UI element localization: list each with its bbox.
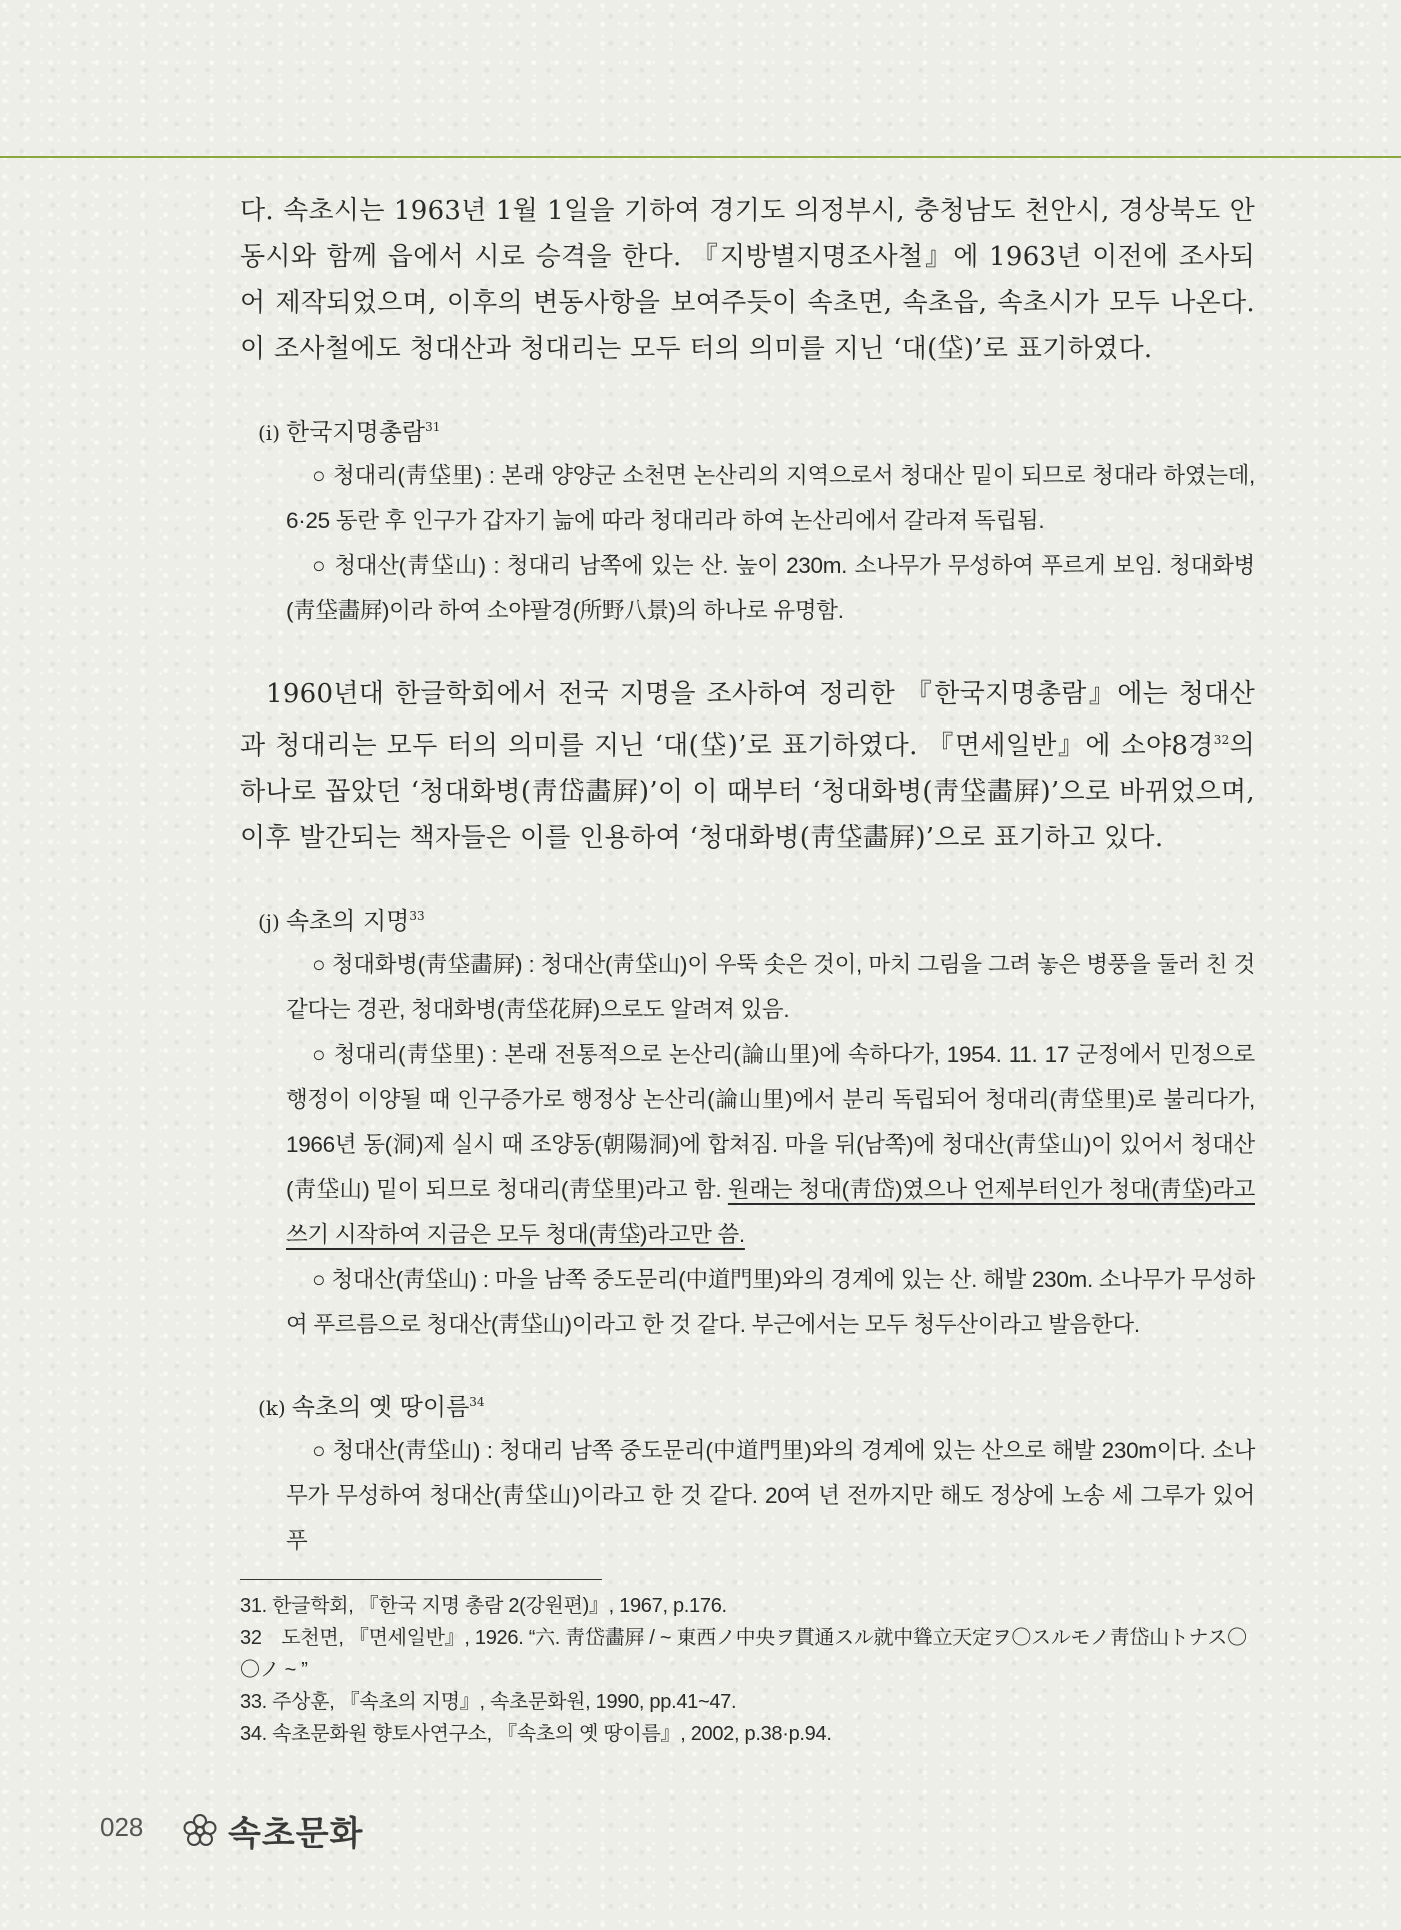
paragraph-1: 다. 속초시는 1963년 1월 1일을 기하여 경기도 의정부시, 충청남도 천안시, 경상북도 안동시와 함께 읍에서 시로 승격을 한다. 『지방별지명조사철』에 1963년 이전에 조사되어 제작되었으며, 이후의 변동사항을 보여주듯이 속초면, 속초읍, 속초시가 모두 나온다. 이 조사철에도 청대산과 청대리는 모두 터의 의미를 지닌 ‘대(垈)’로 표기하였다. — [240, 196, 1255, 364]
footer-logo — [180, 1806, 363, 1855]
section-i — [240, 412, 1255, 633]
logo-text: 속초문화 — [228, 1814, 364, 1854]
entry-j-2: ○ 청대리(靑垈里) : 본래 전통적으로 논산리(論山里)에 속하다가, 1954. 11. 17 군정에서 민정으로 행정이 이양될 때 인구증가로 행정상 논산리(論山里)에서 분리 독립되어 청대리(靑垈里)로 불리다가, 1966년 동(洞)제 실시 때 조양동(朝陽洞)에 합쳐짐. 마을 뒤(남쪽)에 청대산(靑垈山)이 있어서 청대산(靑垈山) 밑이 되므로 청대리(靑垈里)라고 함. 원래는 청대(靑岱)였으나 언제부터인가 청대(靑垈)라고 쓰기 시작하여 지금은 모두 청대(靑垈)라고만 씀. — [286, 1041, 1255, 1247]
footnote-34: 34. 속초문화원 향토사연구소, 『속초의 옛 땅이름』, 2002, p.38·p.94. — [240, 1723, 832, 1745]
section-i-title: (i) 한국지명총람$^{31}$ — [258, 418, 441, 446]
entry-j-3: ○ 청대산(靑垈山) : 마을 남쪽 중도문리(中道門里)와의 경계에 있는 산. 해발 230m. 소나무가 무성하여 푸르름으로 청대산(靑垈山)이라고 한 것 같다. 부근에서는 모두 청두산이라고 발음한다. — [286, 1266, 1255, 1337]
paragraph-2: 1960년대 한글학회에서 전국 지명을 조사하여 정리한 『한국지명총람』에는 청대산과 청대리는 모두 터의 의미를 지닌 ‘대(垈)’로 표기하였다. 『면세일반』에 소야8경$^{32}$의 하나로 꼽았던 ‘청대화병(靑岱畵屛)’이 이 때부터 ‘청대화병(靑垈畵屛)’으로 바뀌었으며, 이후 발간되는 책자들은 이를 인용하여 ‘청대화병(靑垈畵屛)’으로 표기하고 있다. — [240, 679, 1255, 853]
main-content — [240, 188, 1255, 1563]
footnote-rule — [240, 1579, 602, 1580]
entry-i-1: ○ 청대리(靑垈里) : 본래 양양군 소천면 논산리의 지역으로서 청대산 밑이 되므로 청대라 하였는데, 6·25 동란 후 인구가 갑자기 늚에 따라 청대리라 하여 논산리에서 갈라져 독립됨. — [286, 463, 1255, 533]
footnote-32: 32 도천면, 『면세일반』, 1926. “六. 靑岱畵屛 / ~ 東西ノ中央ヲ貫通スル就中聳立天定ヲ〇スルモノ靑岱山トナス〇〇ノ ~ ” — [240, 1627, 1247, 1681]
footnotes — [240, 1590, 1255, 1750]
section-k-title: (k) 속초의 옛 땅이름$^{34}$ — [258, 1392, 485, 1421]
entry-i-2: ○ 청대산(靑垈山) : 청대리 남쪽에 있는 산. 높이 230m. 소나무가 무성하여 푸르게 보임. 청대화병(靑垈畵屛)이라 하여 소야팔경(所野八景)의 하나로 유명함. — [286, 553, 1255, 623]
section-j-title: (j) 속초의 지명$^{33}$ — [258, 906, 425, 935]
flower-emblem-icon — [180, 1811, 220, 1851]
section-k — [240, 1387, 1255, 1563]
footnote-31: 31. 한글학회, 『한국 지명 총람 2(강원편)』, 1967, p.176. — [240, 1595, 727, 1617]
underlined-note: 원래는 청대(靑岱)였으나 언제부터인가 청대(靑垈)라고 쓰기 시작하여 지금은 모두 청대(靑垈)라고만 씀. — [286, 1176, 1255, 1247]
page-number: 028 — [100, 1812, 144, 1842]
section-j — [240, 901, 1255, 1347]
entry-k-1: ○ 청대산(靑垈山) : 청대리 남쪽 중도문리(中道門里)와의 경계에 있는 산으로 해발 230m이다. 소나무가 무성하여 청대산(靑垈山)이라고 한 것 같다. 20여 년 전까지만 해도 정상에 노송 세 그루가 있어 푸 — [286, 1437, 1255, 1553]
header-rule — [0, 156, 1401, 158]
entry-j-1: ○ 청대화병(靑垈畵屛) : 청대산(靑垈山)이 우뚝 솟은 것이, 마치 그림을 그려 놓은 병풍을 둘러 친 것 같다는 경관, 청대화병(靑垈花屛)으로도 알려져 있음. — [286, 951, 1255, 1022]
footnote-33: 33. 주상훈, 『속초의 지명』, 속초문화원, 1990, pp.41~47. — [240, 1691, 737, 1713]
